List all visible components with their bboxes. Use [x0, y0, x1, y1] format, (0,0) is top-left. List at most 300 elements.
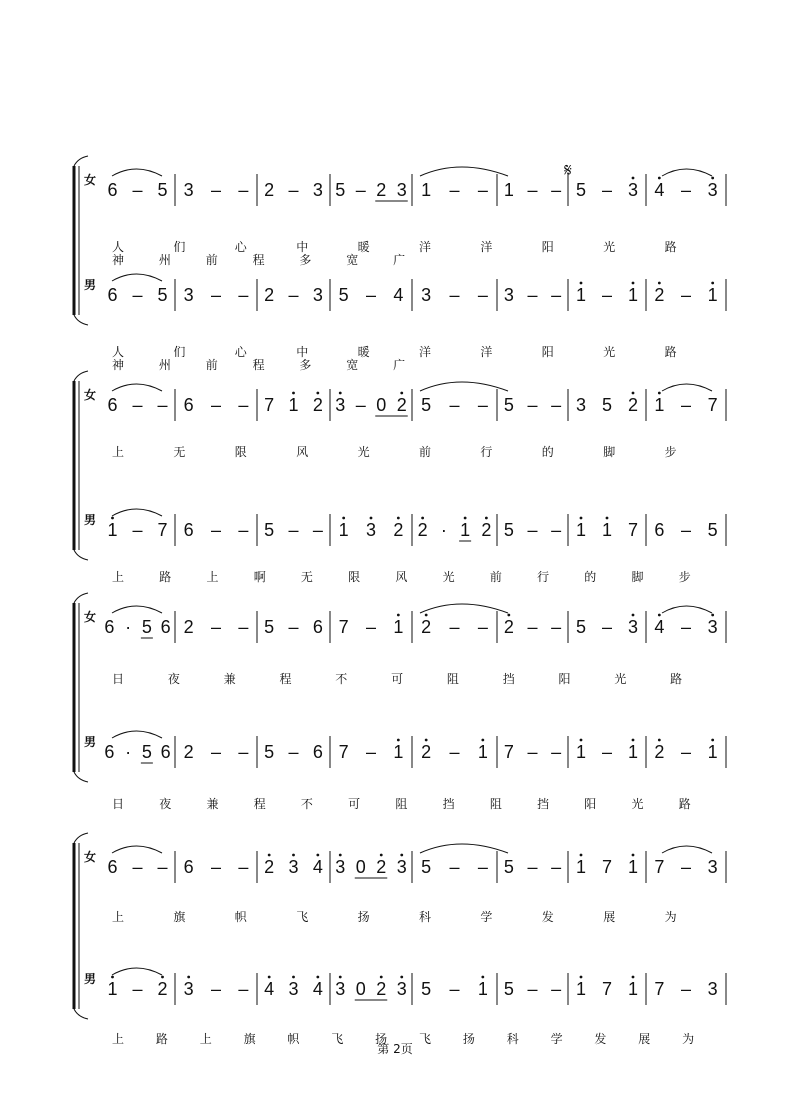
lyric: 洋: [480, 240, 493, 254]
note: –: [551, 979, 562, 999]
note: 2: [376, 180, 387, 200]
slur: [662, 606, 712, 613]
lyric: 阳: [558, 672, 571, 686]
slur: [112, 274, 162, 281]
note: 1: [707, 742, 718, 762]
lyric: 前: [205, 358, 218, 372]
note: –: [210, 520, 222, 540]
slur: [420, 382, 508, 391]
note: 0: [376, 395, 387, 415]
note: –: [210, 742, 222, 762]
octave-dot: [339, 976, 342, 979]
note: 1: [627, 742, 639, 762]
octave-dot: [397, 739, 400, 742]
lyric: 前: [205, 253, 218, 267]
lyric: 可: [391, 672, 404, 686]
note: 5: [503, 979, 514, 999]
lyric: 脚: [603, 445, 616, 459]
note: –: [210, 857, 222, 877]
note: –: [680, 979, 692, 999]
note: –: [601, 617, 613, 637]
octave-dot: [400, 976, 403, 979]
lyric: 不: [300, 797, 313, 811]
note: 5: [575, 617, 587, 637]
octave-dot: [400, 854, 403, 857]
lyric: 路: [670, 672, 683, 686]
octave-dot: [342, 517, 345, 520]
note: 7: [707, 395, 718, 415]
bracket-hook-top: [74, 156, 88, 166]
note: 1: [654, 395, 665, 415]
note: 4: [654, 617, 665, 637]
note: –: [288, 520, 299, 540]
octave-dot: [632, 392, 635, 395]
note: –: [680, 520, 692, 540]
lyric: 挡: [502, 672, 515, 686]
lyric: 路: [664, 240, 677, 254]
note: 2: [417, 520, 428, 540]
lyric: 步: [678, 570, 691, 584]
note: –: [680, 857, 692, 877]
lyric: 学: [550, 1032, 563, 1046]
lyric: 中: [296, 240, 309, 254]
bracket-hook-top: [74, 833, 88, 843]
note: –: [527, 520, 538, 540]
page-number: 第 2页: [377, 1042, 413, 1056]
lyric: 们: [173, 345, 186, 359]
lyric: 程: [252, 358, 265, 372]
note: 2: [654, 742, 665, 762]
note: 6: [104, 742, 115, 762]
note: –: [288, 285, 299, 305]
note: 3: [183, 285, 194, 305]
octave-dot: [507, 614, 510, 617]
bracket-hook-top: [74, 593, 88, 603]
note: 1: [477, 979, 488, 999]
lyric: 为: [682, 1032, 695, 1046]
slur: [112, 606, 162, 613]
note: –: [551, 520, 562, 540]
lyric: 上: [112, 570, 125, 584]
lyric: 路: [664, 345, 677, 359]
note: –: [601, 285, 613, 305]
lyric: 脚: [631, 570, 644, 584]
lyric: 上: [112, 1032, 125, 1046]
octave-dot: [380, 976, 383, 979]
note: –: [449, 285, 460, 305]
note: 6: [183, 857, 194, 877]
note: –: [449, 857, 460, 877]
note: 6: [312, 742, 323, 762]
note: 1: [393, 617, 404, 637]
octave-dot: [339, 392, 342, 395]
note: –: [527, 180, 538, 200]
lyric: 日: [112, 797, 125, 811]
lyric: 洋: [419, 240, 432, 254]
note: 1: [707, 285, 718, 305]
note: 3: [396, 857, 407, 877]
octave-dot: [268, 854, 271, 857]
lyric: 暖: [357, 240, 370, 254]
note: 1: [460, 520, 471, 540]
lyric: 洋: [419, 345, 432, 359]
note: 5: [157, 285, 168, 305]
note: –: [157, 857, 168, 877]
note: ·: [125, 617, 132, 637]
octave-dot: [464, 517, 467, 520]
lyric: 限: [348, 570, 361, 584]
note: –: [477, 285, 488, 305]
bracket-hook-bottom: [74, 772, 88, 782]
octave-dot: [292, 854, 295, 857]
octave-dot: [485, 517, 488, 520]
lyric: 扬: [357, 910, 370, 924]
octave-dot: [580, 517, 583, 520]
note: 1: [503, 180, 514, 200]
note: 4: [312, 979, 323, 999]
lyric: 扬: [462, 1032, 475, 1046]
lyric: 行: [480, 445, 493, 459]
note: –: [355, 395, 366, 415]
octave-dot: [111, 517, 114, 520]
octave-dot: [316, 854, 319, 857]
note: 2: [376, 979, 387, 999]
lyric: 风: [296, 445, 309, 459]
lyric: 路: [678, 797, 691, 811]
note: 5: [421, 979, 432, 999]
lyric: 阻: [446, 672, 459, 686]
note: –: [551, 617, 562, 637]
note: 3: [335, 979, 346, 999]
note: 1: [107, 520, 118, 540]
lyric: 可: [348, 797, 361, 811]
lyric: 飞: [419, 1032, 432, 1046]
lyric: 路: [155, 1032, 168, 1046]
lyric: 光: [357, 445, 370, 459]
lyric: 挡: [537, 797, 550, 811]
note: –: [365, 285, 377, 305]
lyric: 心: [234, 240, 247, 254]
octave-dot: [711, 739, 714, 742]
note: –: [680, 742, 692, 762]
note: –: [449, 395, 460, 415]
octave-dot: [632, 854, 635, 857]
note: –: [157, 395, 168, 415]
note: 3: [707, 617, 718, 637]
lyric: 广: [393, 253, 406, 267]
lyric: 前: [489, 570, 502, 584]
male-voice-label: 男: [84, 513, 97, 527]
note: 2: [421, 617, 432, 637]
note: 3: [707, 857, 718, 877]
note: 6: [160, 617, 171, 637]
lyric: 的: [584, 570, 597, 584]
lyric: 旗: [243, 1032, 256, 1046]
note: 3: [335, 395, 346, 415]
note: –: [449, 979, 460, 999]
note: 1: [575, 979, 587, 999]
note: 1: [627, 285, 639, 305]
octave-dot: [268, 976, 271, 979]
note: 6: [183, 395, 194, 415]
octave-dot: [370, 517, 373, 520]
octave-dot: [658, 282, 661, 285]
lyric: 光: [603, 345, 616, 359]
lyric: 阻: [395, 797, 408, 811]
lyric: 上: [112, 445, 125, 459]
female-voice-label: 女: [84, 173, 97, 187]
note: 2: [264, 285, 275, 305]
note: –: [132, 180, 143, 200]
lyric: 宽: [346, 358, 359, 372]
note: ·: [125, 742, 132, 762]
note: –: [551, 285, 562, 305]
note: 1: [393, 742, 404, 762]
note: 5: [157, 180, 168, 200]
bracket-hook-bottom: [74, 1009, 88, 1019]
note: 5: [421, 857, 432, 877]
note: 6: [107, 857, 118, 877]
male-voice-label: 男: [84, 735, 97, 749]
slur: [662, 169, 712, 176]
note: 7: [264, 395, 275, 415]
note: 3: [396, 180, 407, 200]
note: 7: [601, 857, 613, 877]
lyric: 阳: [584, 797, 597, 811]
note: –: [238, 979, 249, 999]
note: 7: [627, 520, 639, 540]
female-voice-label: 女: [84, 388, 97, 402]
lyric: 兼: [223, 672, 236, 686]
slur: [112, 384, 162, 391]
octave-dot: [397, 614, 400, 617]
note: –: [601, 180, 613, 200]
note: 0: [355, 979, 366, 999]
note: 7: [157, 520, 168, 540]
note: 2: [503, 617, 514, 637]
note: 7: [601, 979, 613, 999]
note: 5: [503, 520, 514, 540]
note: 7: [338, 617, 349, 637]
note: –: [132, 285, 143, 305]
note: 1: [627, 979, 639, 999]
note: 5: [264, 617, 275, 637]
octave-dot: [481, 739, 484, 742]
octave-dot: [632, 976, 635, 979]
note: 4: [654, 180, 665, 200]
bracket-hook-bottom: [74, 550, 88, 560]
lyric: 行: [537, 570, 550, 584]
note: –: [527, 395, 538, 415]
lyric: 夜: [159, 797, 172, 811]
lyric: 风: [395, 570, 408, 584]
lyric: 前: [419, 445, 432, 459]
note: 3: [627, 617, 639, 637]
note: –: [210, 285, 222, 305]
note: –: [527, 857, 538, 877]
note: 7: [338, 742, 349, 762]
note: –: [132, 520, 143, 540]
slur: [662, 384, 712, 391]
note: –: [288, 742, 299, 762]
lyric: 发: [594, 1032, 607, 1046]
lyric: 程: [252, 253, 265, 267]
lyric: 光: [442, 570, 455, 584]
note: 2: [481, 520, 492, 540]
note: 3: [335, 857, 346, 877]
lyric: 上: [112, 910, 125, 924]
note: –: [527, 979, 538, 999]
note: 7: [654, 979, 665, 999]
note: –: [288, 180, 299, 200]
note: –: [210, 180, 222, 200]
note: ·: [440, 520, 447, 540]
note: 6: [107, 285, 118, 305]
note: 2: [421, 742, 432, 762]
lyric: 展: [638, 1032, 651, 1046]
octave-dot: [711, 177, 714, 180]
lyric: 上: [199, 1032, 212, 1046]
octave-dot: [658, 392, 661, 395]
note: –: [238, 180, 249, 200]
note: 4: [264, 979, 275, 999]
note: 5: [338, 285, 349, 305]
slur: [420, 844, 508, 853]
lyric: 心: [234, 345, 247, 359]
female-voice-label: 女: [84, 850, 97, 864]
note: –: [238, 617, 249, 637]
lyric: 帜: [234, 910, 247, 924]
lyric: 飞: [296, 910, 309, 924]
note: 6: [107, 395, 118, 415]
note: 6: [104, 617, 115, 637]
octave-dot: [711, 614, 714, 617]
lyric: 阳: [541, 345, 554, 359]
note: –: [132, 979, 143, 999]
octave-dot: [425, 739, 428, 742]
lyric: 无: [173, 445, 186, 459]
note: 7: [654, 857, 665, 877]
note: –: [551, 180, 562, 200]
note: 2: [312, 395, 323, 415]
note: –: [365, 617, 377, 637]
note: –: [238, 285, 249, 305]
note: –: [132, 857, 143, 877]
note: 6: [654, 520, 665, 540]
lyric: 州: [158, 253, 171, 267]
note: 3: [365, 520, 377, 540]
note: –: [132, 395, 143, 415]
lyric: 阳: [541, 240, 554, 254]
note: –: [449, 180, 460, 200]
note: –: [238, 742, 249, 762]
note: 5: [503, 857, 514, 877]
note: 4: [393, 285, 404, 305]
lyric: 们: [173, 240, 186, 254]
lyric: 挡: [442, 797, 455, 811]
note: –: [527, 617, 538, 637]
octave-dot: [632, 282, 635, 285]
note: 5: [264, 520, 275, 540]
lyric: 展: [603, 910, 616, 924]
octave-dot: [632, 614, 635, 617]
note: –: [477, 857, 488, 877]
octave-dot: [425, 614, 428, 617]
slur: [112, 968, 162, 975]
octave-dot: [316, 976, 319, 979]
female-voice-label: 女: [84, 610, 97, 624]
note: 2: [627, 395, 639, 415]
note: –: [449, 617, 460, 637]
note: –: [680, 617, 692, 637]
lyric: 神: [112, 253, 125, 267]
note: 1: [575, 520, 587, 540]
note: 3: [312, 180, 323, 200]
note: –: [449, 742, 460, 762]
male-voice-label: 男: [84, 972, 97, 986]
note: –: [238, 395, 249, 415]
note: –: [551, 742, 562, 762]
note: 7: [503, 742, 514, 762]
octave-dot: [111, 976, 114, 979]
note: –: [477, 180, 488, 200]
lyric: 夜: [167, 672, 180, 686]
octave-dot: [632, 739, 635, 742]
lyric: 科: [419, 910, 432, 924]
note: –: [365, 742, 377, 762]
octave-dot: [658, 614, 661, 617]
slur: [420, 167, 508, 176]
lyric: 限: [234, 445, 247, 459]
note: 5: [503, 395, 514, 415]
octave-dot: [339, 854, 342, 857]
lyric: 不: [335, 672, 348, 686]
note: –: [210, 979, 222, 999]
octave-dot: [161, 976, 164, 979]
lyric: 程: [253, 797, 266, 811]
note: 1: [288, 395, 299, 415]
note: 3: [288, 857, 299, 877]
lyric: 人: [112, 240, 125, 254]
note: 5: [141, 742, 152, 762]
note: 6: [312, 617, 323, 637]
octave-dot: [580, 282, 583, 285]
lyric: 程: [279, 672, 292, 686]
note: 5: [601, 395, 613, 415]
octave-dot: [580, 739, 583, 742]
note: 6: [183, 520, 194, 540]
lyric: 的: [541, 445, 554, 459]
note: –: [680, 395, 692, 415]
note: 1: [627, 857, 639, 877]
lyric: 啊: [253, 570, 266, 584]
note: 5: [141, 617, 152, 637]
octave-dot: [481, 976, 484, 979]
note: –: [527, 742, 538, 762]
lyric: 日: [112, 672, 125, 686]
note: –: [210, 395, 222, 415]
note: 1: [477, 742, 488, 762]
note: 2: [157, 979, 168, 999]
note: 5: [264, 742, 275, 762]
lyric: 学: [480, 910, 493, 924]
octave-dot: [187, 976, 190, 979]
lyric: 中: [296, 345, 309, 359]
lyric: 发: [541, 910, 554, 924]
lyric: 旗: [173, 910, 186, 924]
note: 3: [627, 180, 639, 200]
lyric: 多: [299, 253, 312, 267]
